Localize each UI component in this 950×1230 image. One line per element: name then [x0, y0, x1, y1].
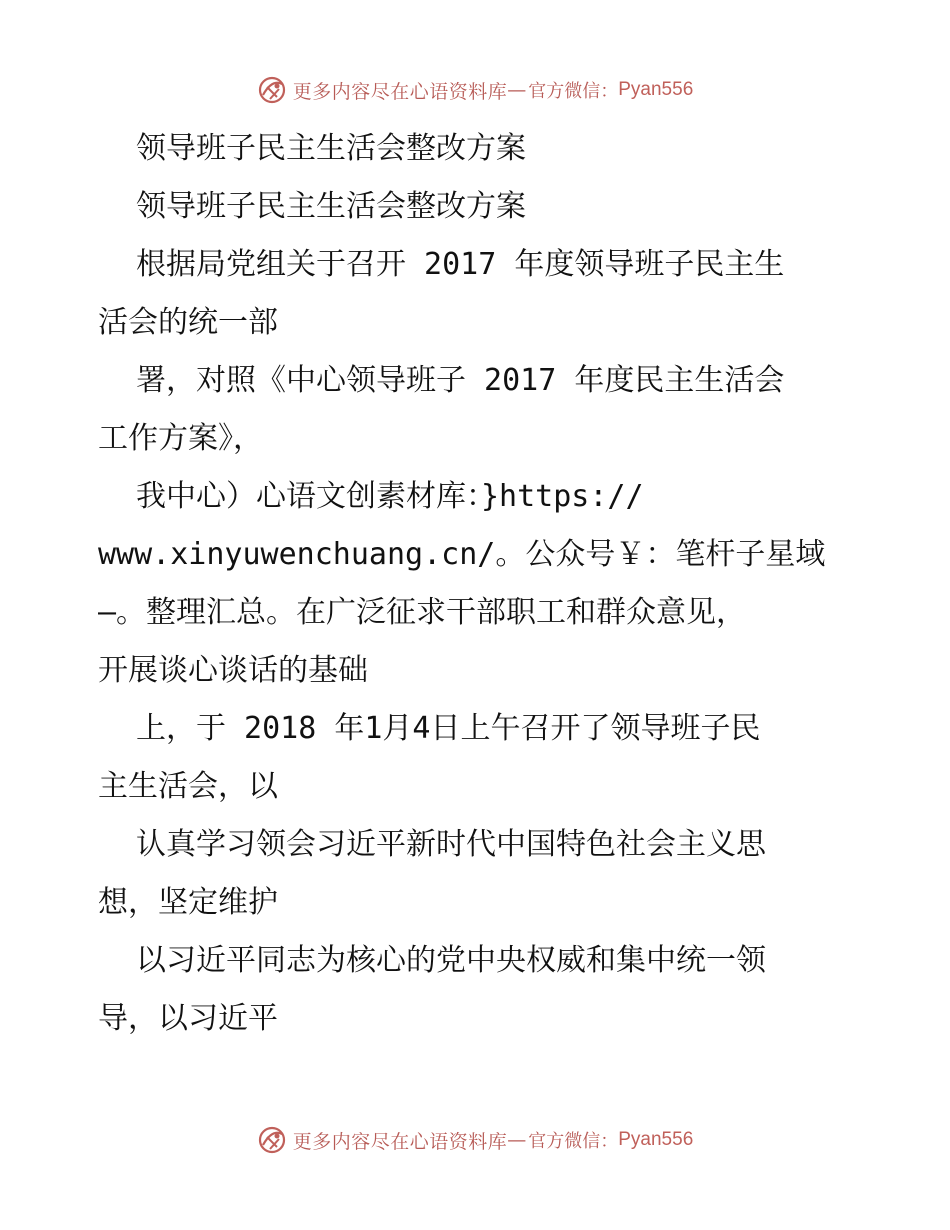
paragraph-line: 署，对照《中心领导班子 2017 年度民主生活会: [136, 363, 785, 398]
header-banner: [0, 70, 950, 110]
paragraph-line: 上，于 2018 年1月4日上午召开了领导班子民: [136, 711, 761, 746]
paragraph-line: 活会的统一部: [98, 305, 278, 340]
paragraph-line: 根据局党组关于召开 2017 年度领导班子民主生: [136, 247, 785, 282]
paragraph-line: 主生活会，以: [98, 769, 278, 804]
banner-text: 更多内容尽在心语资料库: [292, 80, 508, 103]
banner-wechat-label: 官方微信：: [528, 1131, 619, 1152]
paragraph-line: 想，坚定维护: [98, 885, 278, 920]
banner-wechat-id: Pyan556: [618, 79, 694, 100]
banner-separator: —: [507, 1129, 527, 1151]
paragraph-line: 我中心）心语文创素材库：}https://: [136, 479, 644, 514]
document-body: [98, 120, 854, 1048]
banner-wechat-id: Pyan556: [618, 1129, 694, 1150]
document-subtitle: 领导班子民主生活会整改方案: [136, 189, 526, 224]
brand-logo-icon: [257, 1125, 287, 1155]
paragraph-line: www.xinyuwenchuang.cn/。公众号￥：笔杆子星域: [98, 537, 826, 572]
paragraph-line: 导，以习近平: [98, 1001, 278, 1036]
paragraph-line: —。整理汇总。在广泛征求干部职工和群众意见，: [98, 595, 747, 630]
banner-wechat-label: 官方微信：: [528, 81, 619, 102]
paragraph-line: 工作方案》，: [98, 421, 263, 456]
paragraph-line: 开展谈心谈话的基础: [98, 653, 368, 688]
footer-banner: [0, 1120, 950, 1160]
banner-separator: —: [507, 79, 527, 101]
document-title: 领导班子民主生活会整改方案: [136, 131, 526, 166]
paragraph-line: 认真学习领会习近平新时代中国特色社会主义思: [136, 827, 766, 862]
paragraph-line: 以习近平同志为核心的党中央权威和集中统一领: [136, 943, 766, 978]
banner-text: 更多内容尽在心语资料库: [292, 1130, 508, 1153]
brand-logo-icon: [257, 75, 287, 105]
